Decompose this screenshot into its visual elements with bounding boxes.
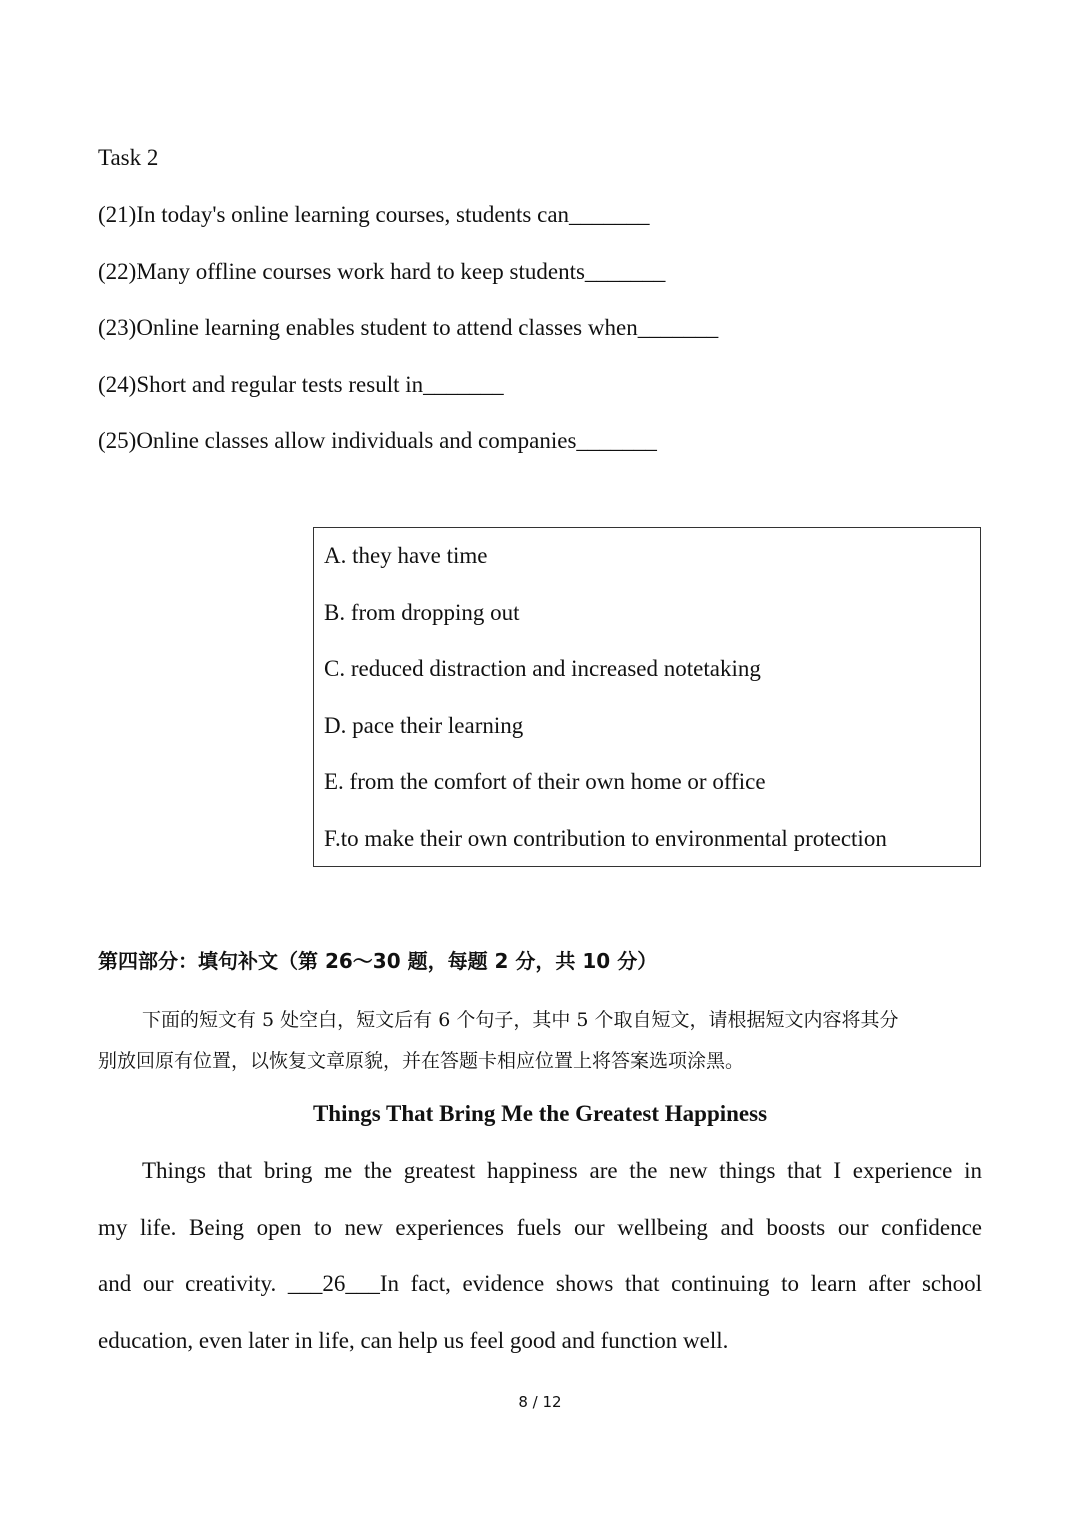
instructions-line-2: 别放回原有位置，以恢复文章原貌，并在答题卡相应位置上将答案选项涂黑。	[98, 1050, 745, 1072]
question-21: (21)In today's online learning courses, students can_______	[98, 202, 650, 227]
instructions-line-1: 下面的短文有 5 处空白，短文后有 6 个句子，其中 5 个取自短文，请根据短文内容将其分	[142, 1009, 899, 1031]
question-23: (23)Online learning enables student to attend classes when_______	[98, 315, 719, 340]
article-title: Things That Bring Me the Greatest Happiness	[312, 1101, 768, 1126]
option-c: C. reduced distraction and increased notetaking	[324, 656, 761, 681]
paragraph-line-1: Things that bring me the greatest happiness are the new things that I experience in	[142, 1158, 982, 1183]
paragraph-line-4: education, even later in life, can help us feel good and function well.	[98, 1328, 729, 1353]
option-d: D. pace their learning	[324, 713, 524, 738]
paragraph-line-2: my life. Being open to new experiences fuels our wellbeing and boosts our confidence	[98, 1215, 982, 1240]
option-b: B. from dropping out	[324, 600, 520, 625]
paragraph-line-3: and our creativity. ___26___In fact, evidence shows that continuing to learn after school	[98, 1271, 982, 1296]
option-a: A. they have time	[324, 543, 488, 568]
option-e: E. from the comfort of their own home or office	[324, 769, 766, 794]
section-heading: 第四部分：填句补文（第 26～30 题，每题 2 分，共 10 分）	[98, 949, 658, 973]
question-22: (22)Many offline courses work hard to keep students_______	[98, 259, 666, 284]
question-24: (24)Short and regular tests result in_______	[98, 372, 504, 397]
task-title: Task 2	[98, 145, 159, 170]
option-f: F.to make their own contribution to environmental protection	[324, 826, 887, 851]
options-box	[313, 527, 981, 867]
question-25: (25)Online classes allow individuals and companies_______	[98, 428, 657, 453]
page-number: 8 / 12	[518, 1393, 562, 1411]
